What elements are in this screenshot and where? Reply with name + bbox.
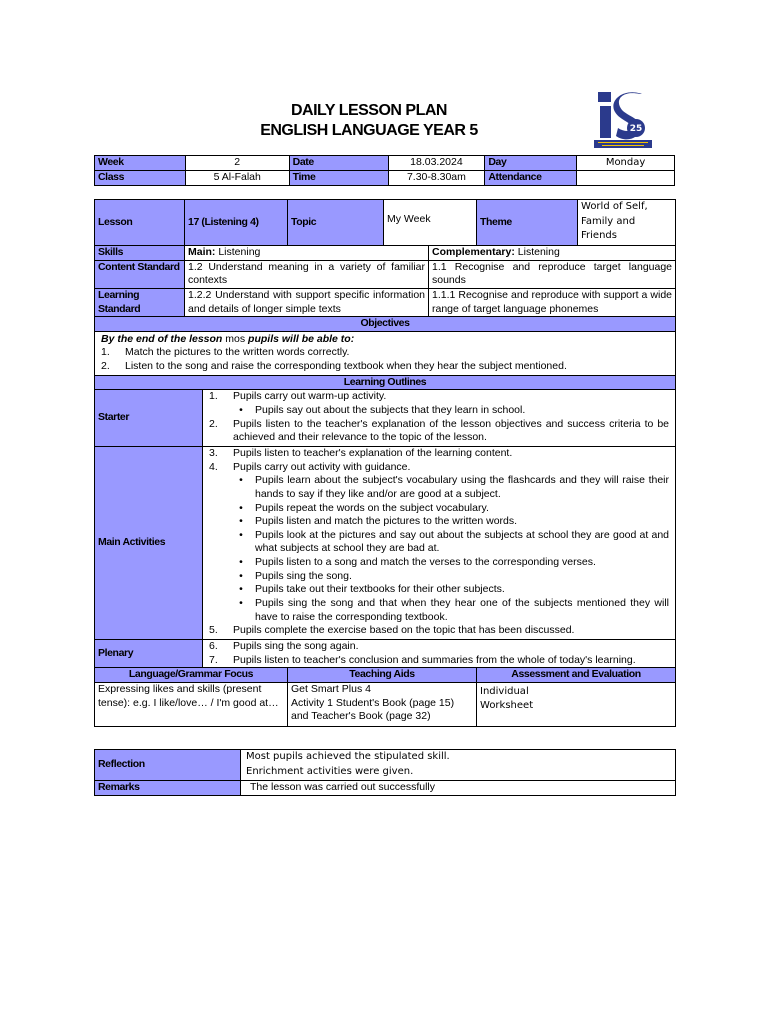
item-text: Pupils listen to the teacher's explanation of the lesson objectives and success criteria to be achieved and their relevance to the topic of the lesson. [233,417,670,444]
assessment-item: Worksheet [480,699,534,711]
assessment-header: Assessment and Evaluation [477,668,676,683]
week-label: Week [95,156,186,171]
bullet-icon: • [239,556,243,569]
assessment-item: Individual [480,685,529,697]
date-label: Date [289,156,388,171]
teaching-aid-item: Get Smart Plus 4 [291,682,371,695]
skills-main [185,246,429,261]
list-item [209,640,669,654]
item-text: Pupils carry out warm-up activity. [233,390,387,403]
bullet-icon: • [239,474,243,487]
assessment-value [477,682,676,726]
item-number: 2. [209,417,218,430]
list-item [209,529,669,556]
list-item [209,502,669,516]
remarks-label: Remarks [95,781,241,796]
skills-label: Skills [95,246,185,261]
info-table [94,155,675,186]
language-focus-value: Expressing likes and skills (present tense): e.g. I like/love… / I'm good at… [95,682,288,726]
list-item [209,404,669,418]
teaching-aids-value [288,682,477,726]
objectives-intro-c: pupils will be able to: [248,332,355,345]
language-focus-header: Language/Grammar Focus [95,668,288,683]
comp-skill-value: Listening [514,246,560,258]
item-text: Pupils sing the song. [255,569,352,582]
time-value: 7.30-8.30am [388,171,485,186]
list-item [209,515,669,529]
bullet-icon: • [239,404,243,417]
item-text: Pupils look at the pictures and say out about the subjects at school they are good at and what subjects at school they are bad at. [255,528,670,555]
attendance-label: Attendance [485,171,577,186]
teaching-aids-header: Teaching Aids [288,668,477,683]
reflection-line: Enrichment activities were given. [246,765,414,777]
class-label: Class [95,171,186,186]
content-standard-comp: 1.1 Recognise and reproduce target language sounds [429,260,676,288]
main-skill-value: Listening [215,246,261,258]
item-text: Pupils listen and match the pictures to the written words. [255,515,518,528]
objective-text: Match the pictures to the written words correctly. [125,346,350,359]
skills-complementary [429,246,676,261]
item-text: Pupils say out about the subjects that they learn in school. [255,404,526,417]
content-standard-main: 1.2 Understand meaning in a variety of familiar contexts [185,260,429,288]
learning-standard-comp: 1.1.1 Recognise and reproduce with support a wide range of target language phonemes [429,288,676,316]
starter-body [203,390,676,447]
list-item [209,597,669,624]
item-text: Pupils listen to teacher's conclusion and summaries from the whole of today's learning. [233,653,636,666]
bullet-icon: • [239,583,243,596]
objectives-header: Objectives [95,317,676,332]
topic-value: My Week [384,200,477,246]
teaching-aid-item: and Teacher's Book (page 32) [291,710,431,723]
list-item [209,624,669,638]
main-activities-body [203,446,676,639]
theme-label: Theme [477,200,578,246]
item-number: 3. [209,446,218,459]
learning-standard-main: 1.2.2 Understand with support specific information and details of longer simple texts [185,288,429,316]
objective-number: 2. [101,360,110,373]
list-item [209,654,669,668]
reflection-table [94,749,676,796]
objectives-intro-a: By the end of the lesson [101,332,223,345]
time-label: Time [289,171,388,186]
item-number: 7. [209,653,218,666]
list-item [209,556,669,570]
reflection-value [241,750,676,781]
plenary-label: Plenary [95,639,203,667]
learning-standard-label: Learning Standard [95,288,185,316]
bullet-icon: • [239,569,243,582]
item-text: Pupils learn about the subject's vocabulary using the flashcards and they will raise their hands to say if they like and/or are good at a subject. [255,474,670,500]
objectives-intro [101,333,669,347]
item-number: 5. [209,624,218,637]
lesson-value: 17 (Listening 4) [185,200,288,246]
list-item [209,418,669,445]
topic-label: Topic [288,200,384,246]
item-number: 6. [209,639,218,652]
objective-item [101,360,669,374]
item-text: Pupils take out their textbooks for their other subjects. [255,583,505,596]
page-subtitle: ENGLISH LANGUAGE YEAR 5 [260,122,478,139]
main-skill-label: Main: [188,246,216,258]
date-value: 18.03.2024 [388,156,485,171]
class-value: 5 Al-Falah [185,171,289,186]
item-number: 1. [209,390,218,403]
list-item [209,461,669,475]
svg-text:25: 25 [629,124,643,134]
objective-number: 1. [101,346,110,359]
day-value: Monday [577,156,675,171]
comp-skill-label: Complementary: [432,246,515,258]
bullet-icon: • [239,597,243,610]
learning-outlines-header: Learning Outlines [95,375,676,390]
list-item [209,447,669,461]
item-text: Pupils sing the song and that when they hear one of the subjects mentioned they will have to raise the corresponding textbook. [255,597,670,623]
item-text: Pupils repeat the words on the subject vocabulary. [255,501,489,514]
list-item [209,570,669,584]
item-text: Pupils complete the exercise based on the topic that has been discussed. [233,624,575,637]
lesson-label: Lesson [95,200,185,246]
day-label: Day [485,156,577,171]
remarks-value: The lesson was carried out successfully [241,781,676,796]
objective-item [101,346,669,360]
content-standard-label: Content Standard [95,260,185,288]
attendance-value [577,171,675,186]
reflection-label: Reflection [95,750,241,781]
page-title: DAILY LESSON PLAN [291,102,447,119]
item-text: Pupils listen to a song and match the verses to the corresponding verses. [255,556,596,569]
list-item [209,583,669,597]
plenary-body [203,639,676,667]
item-text: Pupils sing the song again. [233,639,359,652]
theme-value: World of Self, Family and Friends [578,200,676,246]
list-item [209,390,669,404]
main-activities-label: Main Activities [95,446,203,639]
bullet-icon: • [239,528,243,541]
starter-label: Starter [95,390,203,447]
item-text: Pupils carry out activity with guidance. [233,460,411,473]
lesson-table [94,199,676,727]
reflection-line: Most pupils achieved the stipulated skill. [246,751,450,762]
list-item [209,474,669,501]
item-number: 4. [209,460,218,473]
objectives-body [95,331,676,375]
teaching-aid-item: Activity 1 Student's Book (page 15) [291,696,455,709]
bullet-icon: • [239,501,243,514]
week-value: 2 [185,156,289,171]
objectives-intro-b: mos [222,332,249,345]
item-text: Pupils listen to teacher's explanation of the learning content. [233,446,513,459]
school-logo [592,88,654,150]
objective-text: Listen to the song and raise the corresponding textbook when they hear the subject mentioned. [125,360,567,373]
bullet-icon: • [239,515,243,528]
